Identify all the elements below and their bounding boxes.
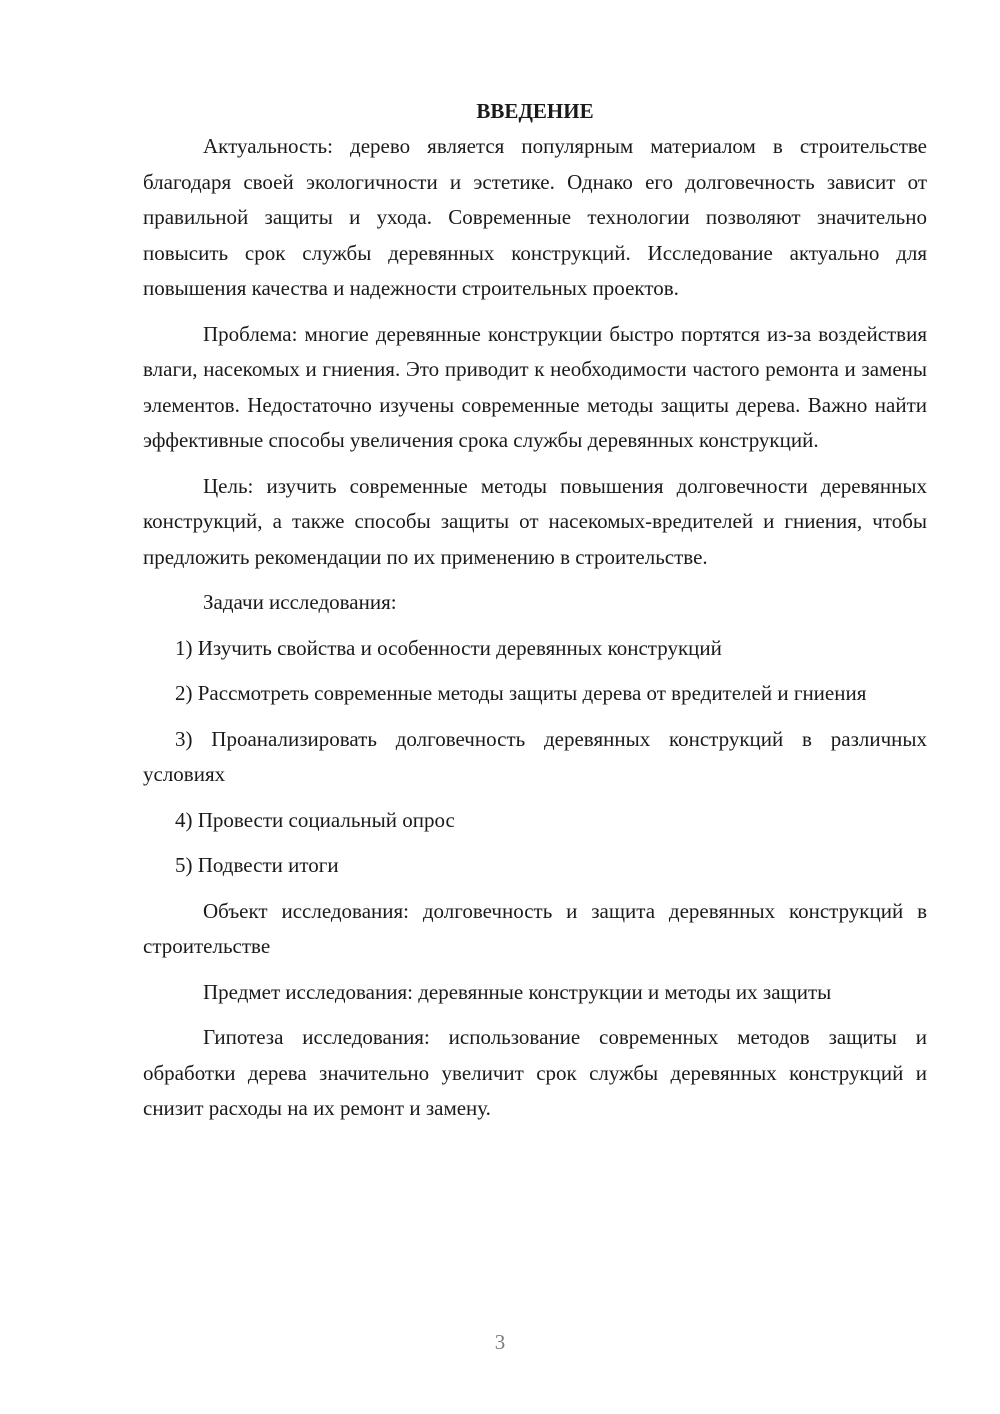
task-item: 3) Проанализировать долговечность деревянных конструкций в различных условиях xyxy=(143,726,927,786)
task-item: 4) Провести социальный опрос xyxy=(175,807,455,832)
subject-paragraph: Предмет исследования: деревянные конструкции и методы их защиты xyxy=(203,979,832,1004)
goal-paragraph: Цель: изучить современные методы повышения долговечности деревянных конструкций, а также способы защиты от насекомых-вредителей и гниения, чтобы предложить рекомендации по их применению в строительстве. xyxy=(143,473,927,569)
hypothesis-paragraph: Гипотеза исследования: использование современных методов защиты и обработки дерева значительно увеличит срок службы деревянных конструкций и снизит расходы на их ремонт и замену. xyxy=(143,1025,927,1120)
object-paragraph: Объект исследования: долговечность и защита деревянных конструкций в строительстве xyxy=(143,898,927,958)
page-title: ВВЕДЕНИЕ xyxy=(476,99,594,123)
tasks-title: Задачи исследования: xyxy=(203,590,397,614)
problem-paragraph: Проблема: многие деревянные конструкции быстро портятся из-за воздействия влаги, насекомых и гниения. Это приводит к необходимости частого ремонта и замены элементов. Недостаточно изучены современные методы защиты дерева. Важно найти эффективные способы увеличения срока службы деревянных конструкций. xyxy=(143,321,927,452)
relevance-paragraph: Актуальность: дерево является популярным материалом в строительстве благодаря своей экологичности и эстетике. Однако его долговечность зависит от правильной защиты и ухода. Современные технологии позволяют значительно повысить срок службы деревянных конструкций. Исследование актуально для повышения качества и надежности строительных проектов. xyxy=(143,134,927,300)
page-number: 3 xyxy=(494,1330,506,1354)
task-item: 2) Рассмотреть современные методы защиты дерева от вредителей и гниения xyxy=(175,681,867,705)
task-item: 5) Подвести итоги xyxy=(175,853,339,877)
document-page xyxy=(143,94,927,1137)
task-item: 1) Изучить свойства и особенности деревянных конструкций xyxy=(175,635,722,660)
